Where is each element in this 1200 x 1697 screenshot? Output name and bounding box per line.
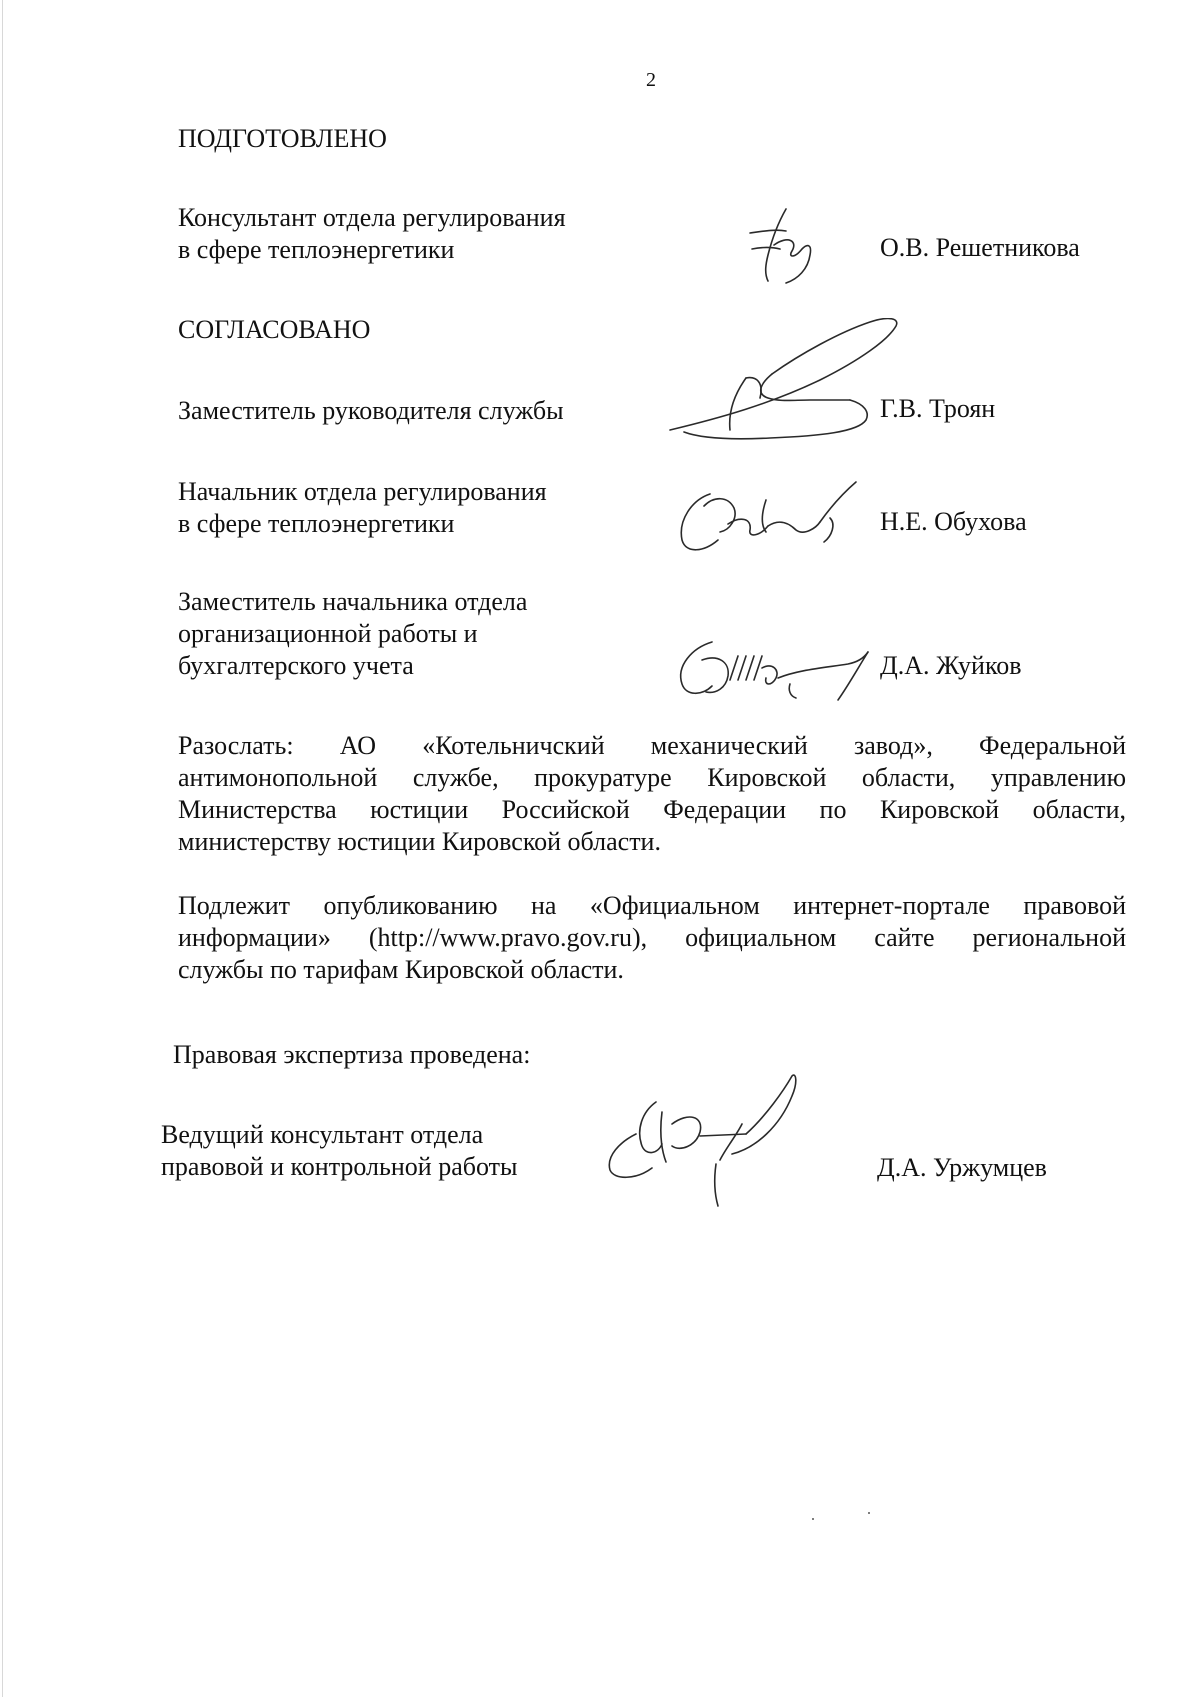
agreed-signer-3-position-line-2: организационной работы и	[178, 619, 478, 648]
prepared-position-line-1: Консультант отдела регулирования	[178, 203, 566, 232]
signature-urzhumtsev	[596, 1072, 806, 1212]
scan-speck	[868, 1512, 870, 1514]
distribution-line-2: антимонопольной службе, прокуратуре Кировской области, управлению	[178, 763, 1126, 792]
agreed-signer-3-name: Д.А. Жуйков	[880, 651, 1022, 680]
distribution-line-4: министерству юстиции Кировской области.	[178, 827, 661, 856]
distribution-line-1: Разослать: АО «Котельничский механический завод», Федеральной	[178, 731, 1126, 760]
agreed-heading: СОГЛАСОВАНО	[178, 315, 371, 344]
legal-review-heading: Правовая экспертиза проведена:	[173, 1040, 531, 1069]
page-number: 2	[646, 69, 656, 91]
prepared-heading: ПОДГОТОВЛЕНО	[178, 124, 387, 153]
prepared-signer-name: О.В. Решетникова	[880, 233, 1080, 262]
scan-page-edge	[2, 0, 3, 1697]
agreed-signer-1-name: Г.В. Троян	[880, 394, 996, 423]
publication-line-3: службы по тарифам Кировской области.	[178, 955, 624, 984]
publication-line-2: информации» (http://www.pravo.gov.ru), официальном сайте региональной	[178, 923, 1126, 952]
agreed-signer-3-position-line-3: бухгалтерского учета	[178, 651, 414, 680]
distribution-line-3: Министерства юстиции Российской Федерации по Кировской области,	[178, 795, 1126, 824]
signature-obukhova	[670, 478, 870, 558]
agreed-signer-2-name: Н.Е. Обухова	[880, 507, 1027, 536]
publication-line-1: Подлежит опубликованию на «Официальном интернет-портале правовой	[178, 891, 1126, 920]
signature-troyan	[660, 318, 910, 468]
signature-reshetnikova	[728, 205, 828, 287]
agreed-signer-3-position-line-1: Заместитель начальника отдела	[178, 587, 528, 616]
signature-zhuykov	[672, 636, 882, 706]
agreed-signer-2-position-line-1: Начальник отдела регулирования	[178, 477, 547, 506]
prepared-position-line-2: в сфере теплоэнергетики	[178, 235, 455, 264]
agreed-signer-1-position-line-1: Заместитель руководителя службы	[178, 396, 564, 425]
legal-review-position-line-2: правовой и контрольной работы	[161, 1152, 518, 1181]
legal-review-signer-name: Д.А. Уржумцев	[877, 1153, 1047, 1182]
scan-speck	[812, 1518, 814, 1520]
legal-review-position-line-1: Ведущий консультант отдела	[161, 1120, 484, 1149]
agreed-signer-2-position-line-2: в сфере теплоэнергетики	[178, 509, 455, 538]
